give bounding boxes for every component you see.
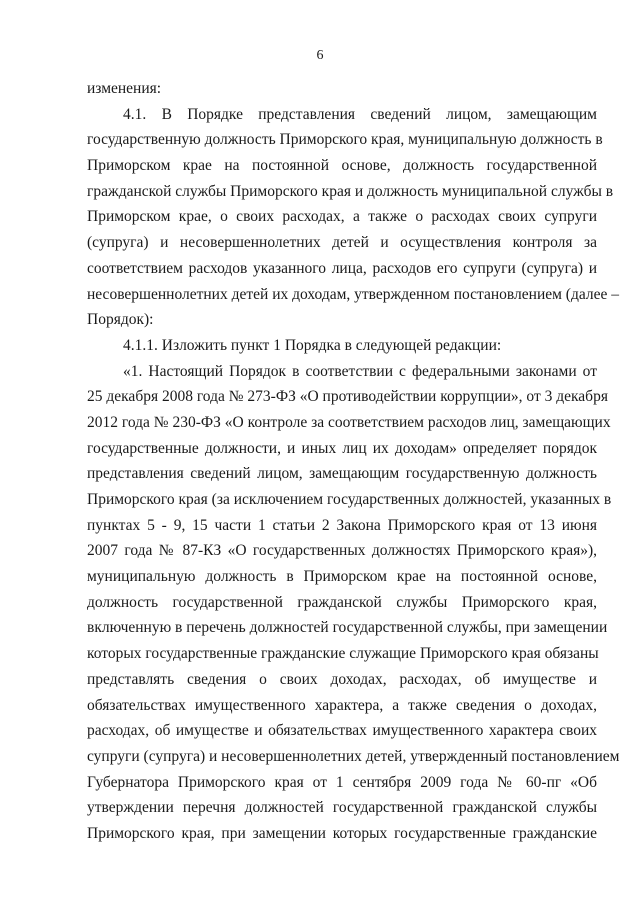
document-body	[87, 76, 620, 847]
text-line: Приморском крае, о своих расходах, а также о расходах своих супруги	[87, 208, 597, 226]
text-line: государственную должность Приморского края, муниципальную должность в	[87, 131, 603, 149]
text-line: Приморском крае на постоянной основе, должность государственной	[87, 157, 597, 175]
text-line: представлять сведения о своих доходах, расходах, об имуществе и	[87, 670, 597, 688]
text-line: представления сведений лицом, замещающим государственную должность	[87, 465, 597, 483]
text-line: Приморского края (за исключением государственных должностей, указанных в	[87, 491, 612, 508]
text-line: 2012 года № 230-ФЗ «О контроле за соответствием расходов лиц, замещающих	[87, 413, 611, 431]
text-line: соответствием расходов указанного лица, расходов его супруги (супруга) и	[87, 259, 597, 277]
text-line: 4.1.1. Изложить пункт 1 Порядка в следующей редакции:	[123, 336, 502, 354]
text-line: государственные должности, и иных лиц их доходам» определяет порядок	[87, 439, 597, 457]
text-line: Губернатора Приморского края от 1 сентября 2009 года № 60-пг «Об	[87, 773, 597, 791]
text-line: (супруга) и несовершеннолетних детей и осуществления контроля за	[87, 234, 597, 252]
text-line: 2007 года № 87-КЗ «О государственных должностях Приморского края»),	[87, 542, 597, 560]
text-line: утверждении перечня должностей государственной гражданской службы	[87, 799, 597, 817]
text-line: расходах, об имуществе и обязательствах имущественного характера своих	[87, 722, 597, 740]
text-line: пунктах 5 - 9, 15 части 1 статьи 2 Закона Приморского края от 13 июня	[87, 516, 597, 534]
text-line: гражданской службы Приморского края и должность муниципальной службы в	[87, 182, 614, 200]
text-line: 25 декабря 2008 года № 273-ФЗ «О противодействии коррупции», от 3 декабря	[87, 388, 608, 406]
text-line: изменения:	[87, 80, 162, 97]
text-line: несовершеннолетних детей их доходам, утвержденном постановлением (далее –	[87, 285, 619, 303]
text-line: должность государственной гражданской службы Приморского края,	[87, 593, 597, 611]
text-line: «1. Настоящий Порядок в соответствии с федеральными законами от	[123, 362, 597, 380]
text-line: 4.1. В Порядке представления сведений лицом, замещающим	[123, 105, 597, 123]
text-line: которых государственные гражданские служащие Приморского края обязаны	[87, 645, 599, 663]
text-line: Приморского края, при замещении которых государственные гражданские	[87, 824, 597, 842]
text-line: включенную в перечень должностей государственной службы, при замещении	[87, 619, 608, 637]
text-line: супруги (супруга) и несовершеннолетних детей, утвержденный постановлением	[87, 747, 620, 765]
page-number: 6	[316, 48, 324, 63]
text-line: обязательствах имущественного характера, а также сведения о доходах,	[87, 696, 597, 714]
text-line: муниципальную должность в Приморском крае на постоянной основе,	[87, 568, 597, 586]
text-line: Порядок):	[87, 311, 154, 329]
